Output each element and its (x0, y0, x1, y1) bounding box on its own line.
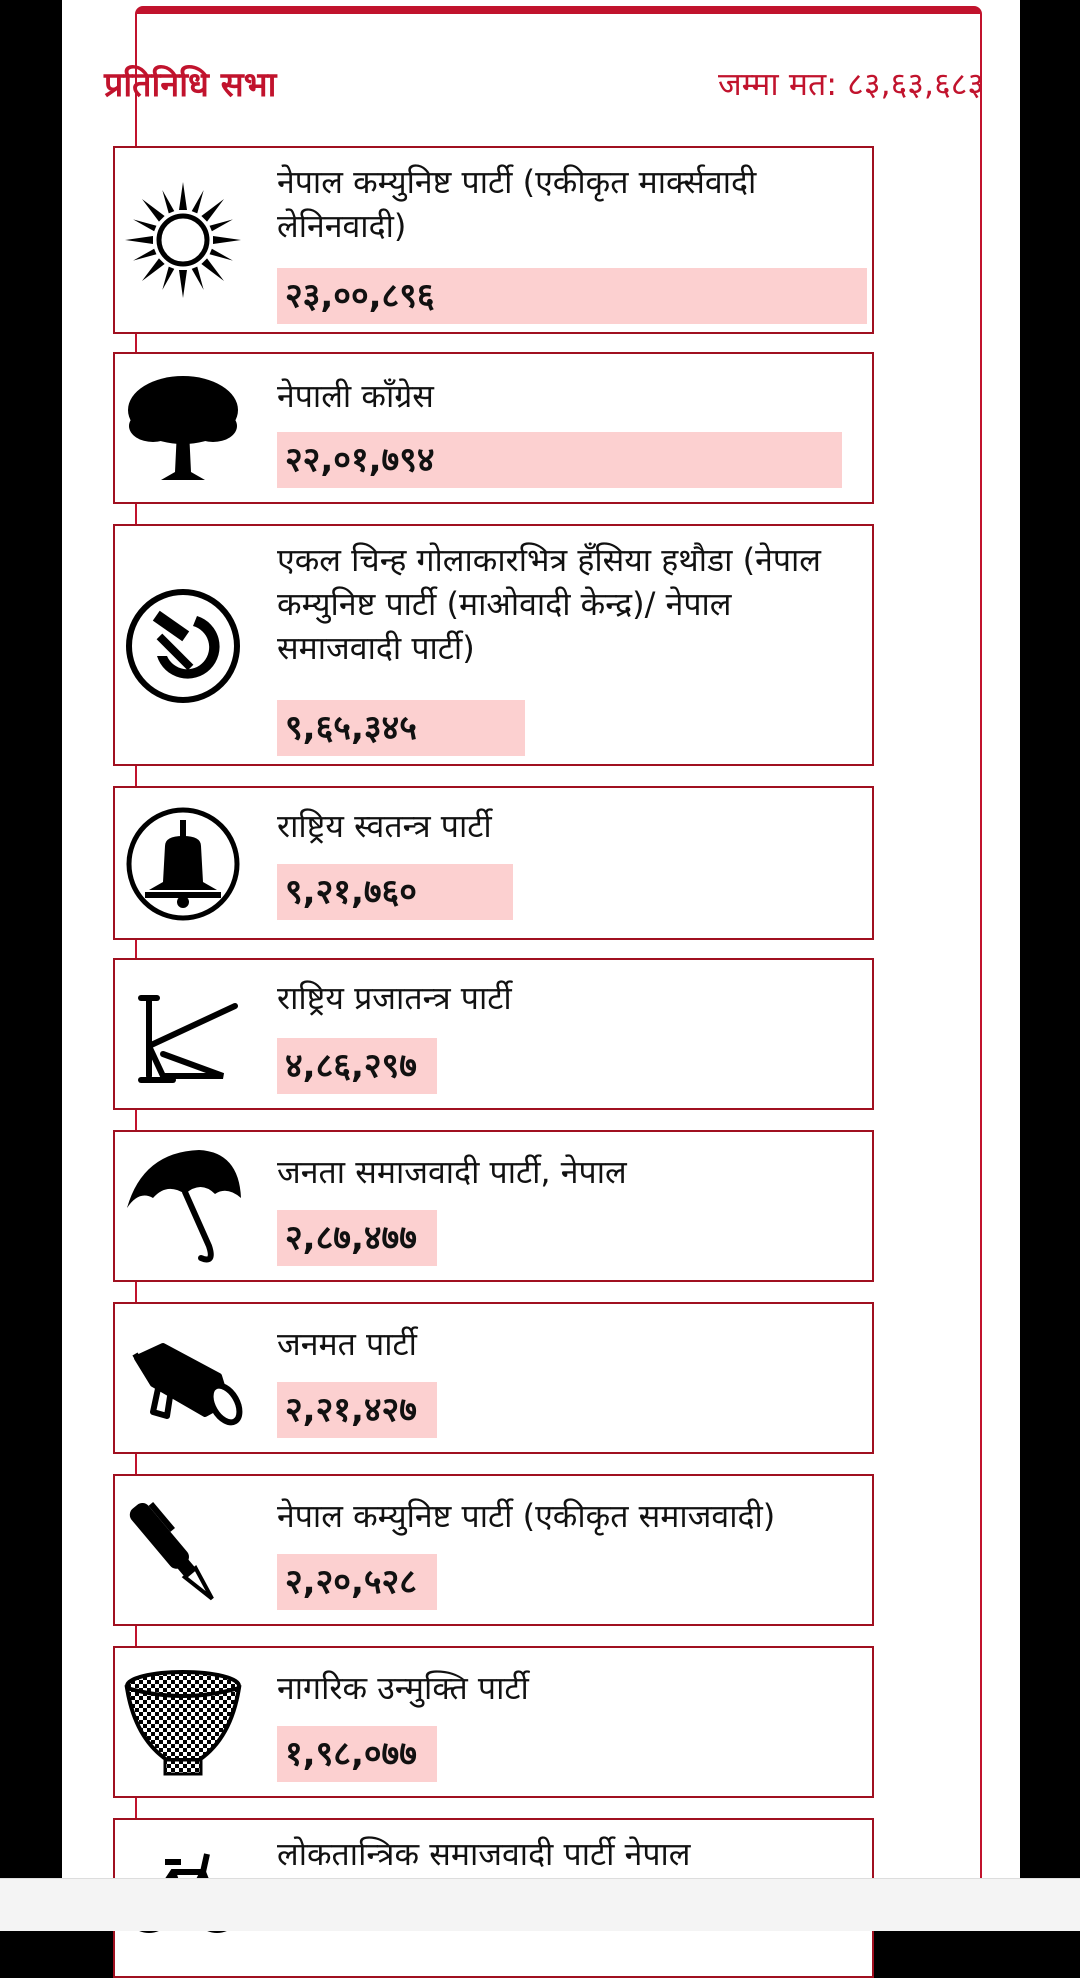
vote-bar: २,२०,५२८ (277, 1554, 437, 1610)
party-name: राष्ट्रिय प्रजातन्त्र पार्टी (277, 979, 512, 1017)
party-name: नेपाली काँग्रेस (277, 377, 434, 415)
party-row-1[interactable] (113, 352, 874, 504)
umbrella-icon (123, 1146, 243, 1266)
party-name: राष्ट्रिय स्वतन्त्र पार्टी (277, 807, 492, 845)
vote-bar: १,९८,०७७ (277, 1726, 437, 1782)
vote-bar: ९,६५,३४५ (277, 700, 525, 756)
vote-bar: २,२१,४२७ (277, 1382, 437, 1438)
party-name: एकल चिन्ह गोलाकारभित्र हँसिया हथौडा (नेपाल कम्युनिष्ट पार्टी (माओवादी केन्द्र)/ नेपाल समाजवादी पार्टी) (277, 541, 821, 667)
vote-bar: ९,२१,७६० (277, 864, 513, 920)
vote-bar: २,८७,४७७ (277, 1210, 437, 1266)
pen-icon (123, 1490, 243, 1610)
party-name: नागरिक उन्मुक्ति पार्टी (277, 1669, 529, 1707)
party-row-4[interactable] (113, 958, 874, 1110)
party-row-0[interactable] (113, 146, 874, 334)
sun-icon (123, 180, 243, 300)
vote-bar: ४,८६,२९७ (277, 1038, 437, 1094)
plough-icon (123, 976, 243, 1096)
party-row-2[interactable] (113, 524, 874, 766)
basket-icon (123, 1664, 243, 1784)
hammer-sickle-icon (123, 586, 243, 706)
party-row-3[interactable] (113, 786, 874, 940)
browser-bottom-bar (0, 1878, 1080, 1931)
party-row-5[interactable] (113, 1130, 874, 1282)
tree-icon (123, 368, 243, 488)
party-name: नेपाल कम्युनिष्ट पार्टी (एकीकृत समाजवादी) (277, 1497, 776, 1535)
total-votes: जम्मा मत: ८३,६३,६८३ (717, 65, 984, 103)
party-row-6[interactable] (113, 1302, 874, 1454)
party-name: जनमत पार्टी (277, 1325, 417, 1363)
vote-bar: २२,०१,७९४ (277, 432, 842, 488)
bell-icon (123, 804, 243, 924)
party-name: जनता समाजवादी पार्टी, नेपाल (277, 1153, 627, 1191)
megaphone-icon (123, 1318, 243, 1438)
vote-bar: २३,००,८९६ (277, 268, 867, 324)
party-name: नेपाल कम्युनिष्ट पार्टी (एकीकृत मार्क्सवादी लेनिनवादी) (277, 163, 757, 245)
page-title: प्रतिनिधि सभा (104, 65, 277, 105)
party-name: लोकतान्त्रिक समाजवादी पार्टी नेपाल (277, 1835, 691, 1873)
party-row-7[interactable] (113, 1474, 874, 1626)
party-row-8[interactable] (113, 1646, 874, 1798)
